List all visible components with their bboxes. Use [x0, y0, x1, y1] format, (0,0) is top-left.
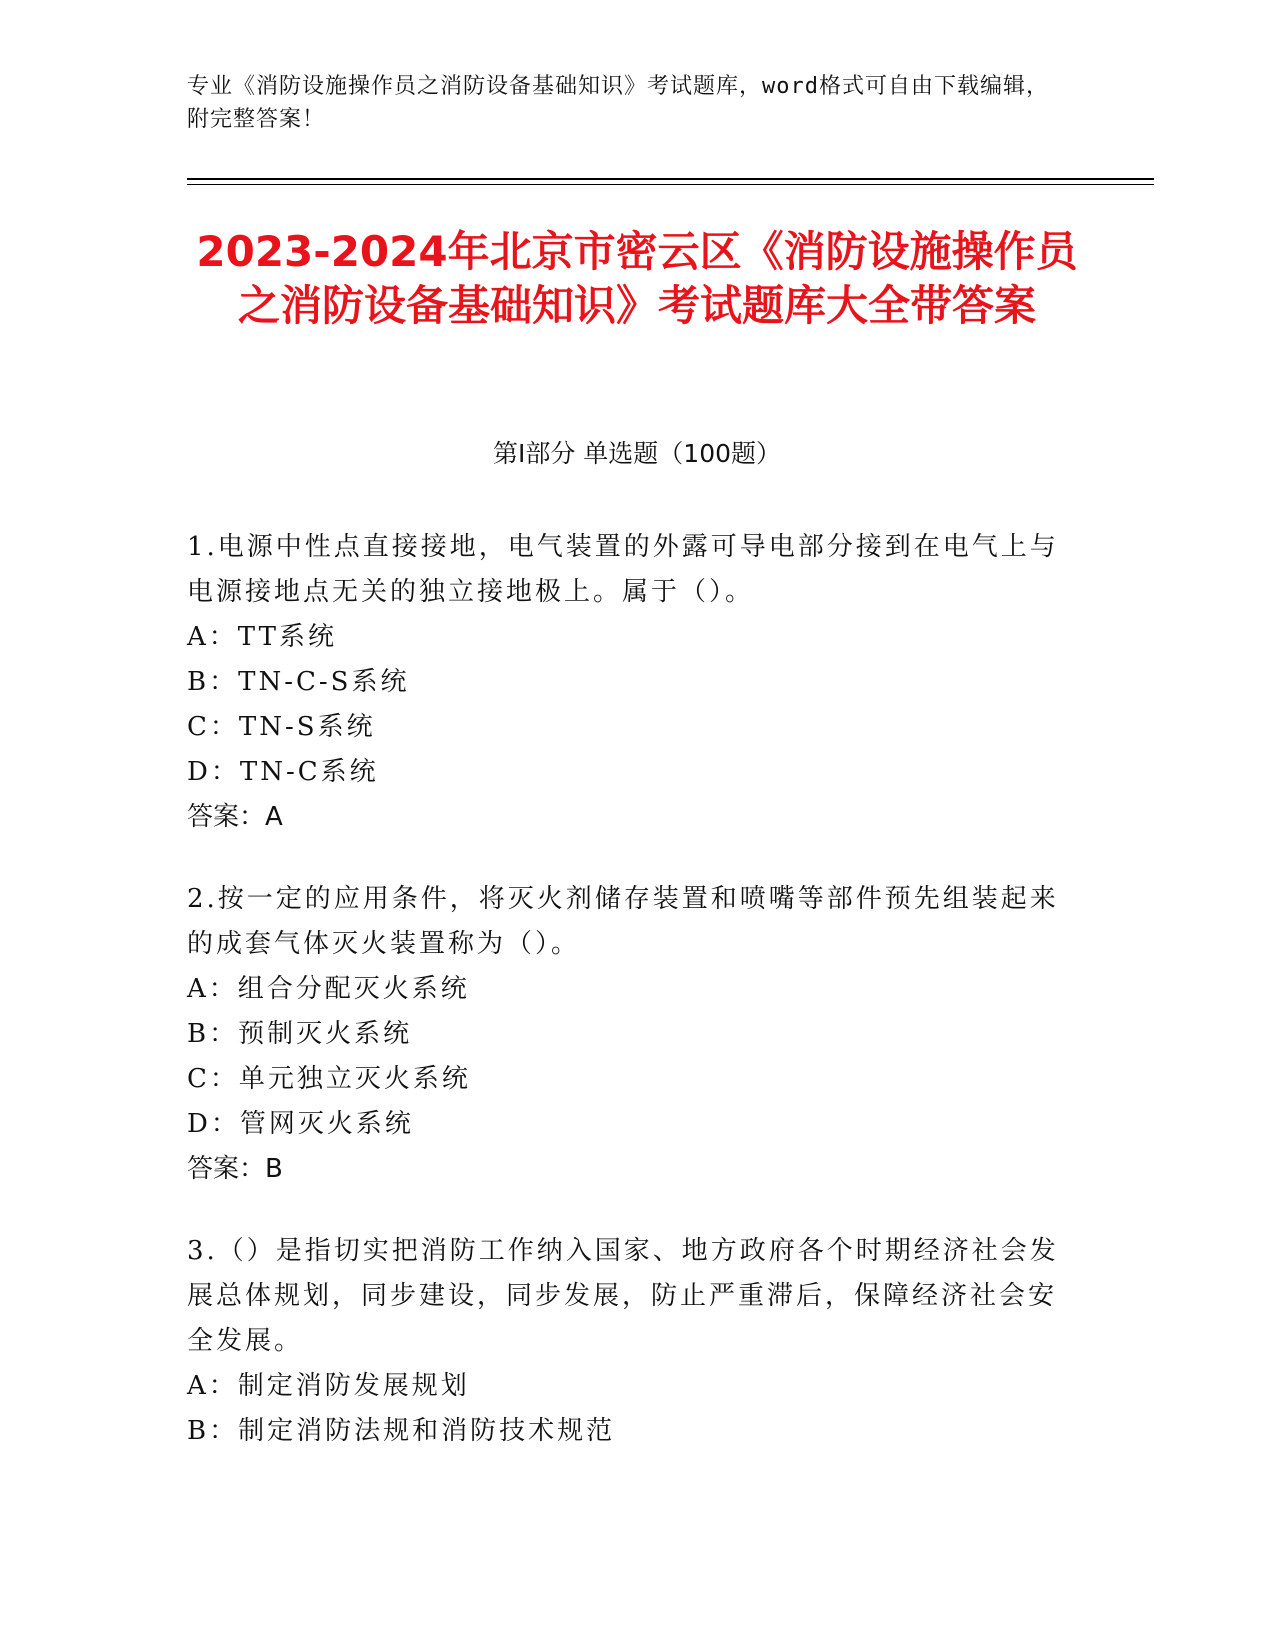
question-list — [187, 525, 1067, 1491]
answer: 答案：B — [187, 1154, 283, 1184]
option-c: C：单元独立灭火系统 — [187, 1064, 471, 1094]
option-b: B：预制灭火系统 — [187, 1019, 413, 1049]
option-b: B：制定消防法规和消防技术规范 — [187, 1416, 616, 1446]
question-text: 1.电源中性点直接接地，电气装置的外露可导电部分接到在电气上与电源接地点无关的独立接地极上。属于（）。 — [187, 532, 1059, 607]
option-a: A：组合分配灭火系统 — [187, 974, 470, 1004]
option-c: C：TN-S系统 — [187, 712, 376, 742]
option-a: A：制定消防发展规划 — [187, 1371, 470, 1401]
option-d: D：管网灭火系统 — [187, 1109, 414, 1139]
question-2 — [187, 877, 1067, 1192]
answer: 答案：A — [187, 802, 283, 832]
document-title: 2023-2024年北京市密云区《消防设施操作员之消防设备基础知识》考试题库大全带答案 — [196, 227, 1078, 330]
section-title: 第I部分 单选题（100题） — [492, 439, 782, 468]
question-text: 3.（）是指切实把消防工作纳入国家、地方政府各个时期经济社会发展总体规划，同步建设，同步发展，防止严重滞后，保障经济社会安全发展。 — [187, 1236, 1059, 1356]
option-d: D：TN-C系统 — [187, 757, 379, 787]
header-note: 专业《消防设施操作员之消防设备基础知识》考试题库，word格式可自由下载编辑，附完整答案！ — [187, 74, 1049, 132]
question-1 — [187, 525, 1067, 840]
header-rule-thick — [187, 178, 1154, 180]
question-text: 2.按一定的应用条件，将灭火剂储存装置和喷嘴等部件预先组装起来的成套气体灭火装置称为（）。 — [187, 884, 1059, 959]
header-rule-thin — [187, 184, 1154, 185]
question-3 — [187, 1229, 1067, 1454]
option-b: B：TN-C-S系统 — [187, 667, 410, 697]
option-a: A：TT系统 — [187, 622, 337, 652]
